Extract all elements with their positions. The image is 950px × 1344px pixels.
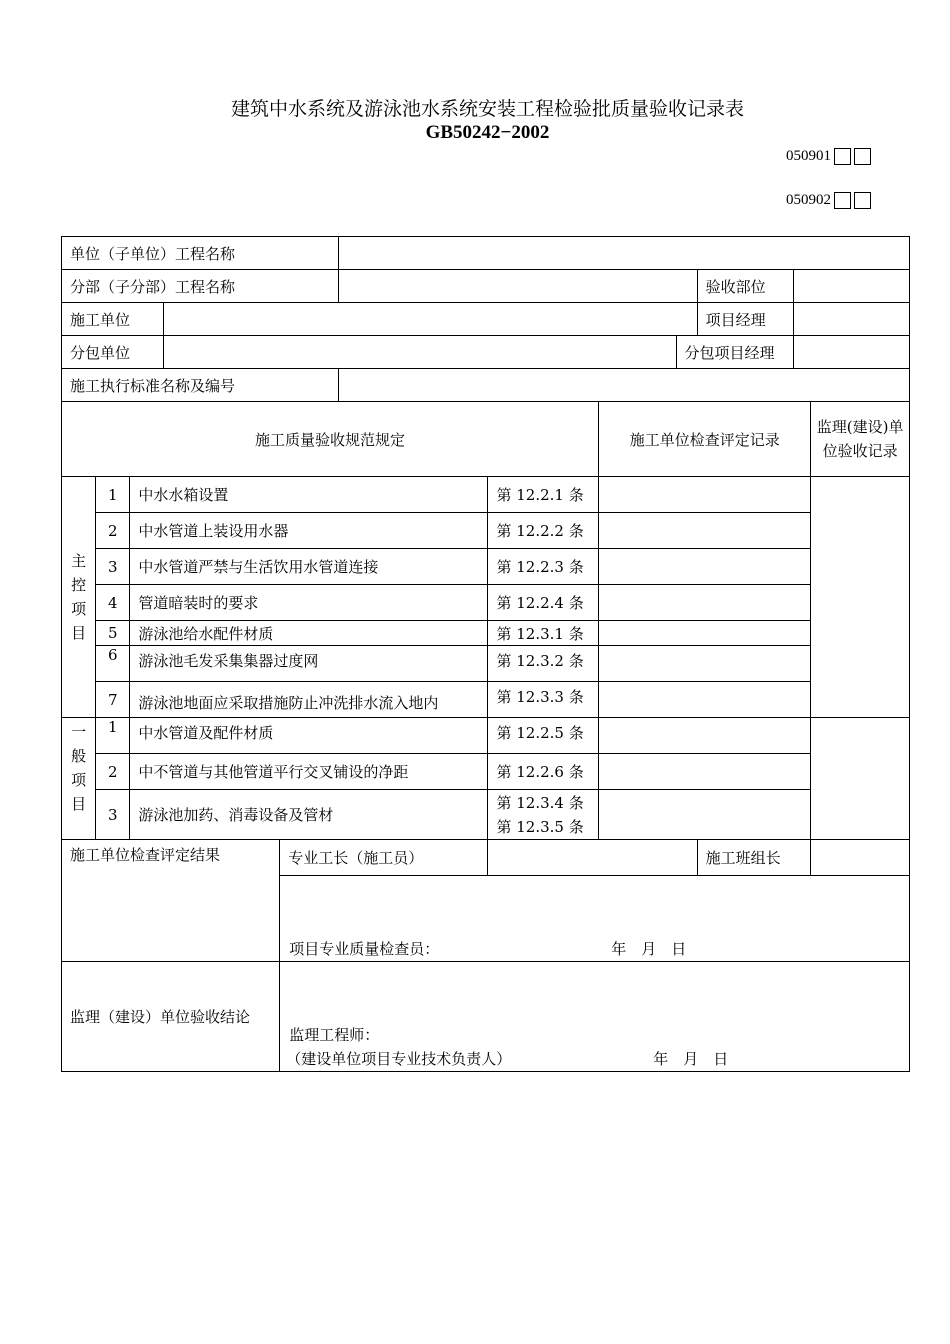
date-label: 年 月 日 [611,940,687,958]
record-cell[interactable] [599,790,811,840]
item-clause: 第 12.3.3 条 [488,682,599,718]
item-number: 5 [96,621,130,646]
date-label: 年 月 日 [653,1050,729,1068]
item-description: 游泳池给水配件材质 [130,621,488,646]
record-column-header: 施工单位检查评定记录 [599,402,811,477]
item-number: 4 [96,585,130,621]
inspection-form-table [61,236,910,1072]
team-leader-field[interactable] [811,840,910,876]
division-field[interactable] [338,270,697,303]
acceptance-part-label: 验收部位 [697,270,794,303]
item-description: 中水管道及配件材质 [130,718,488,754]
record-cell[interactable] [599,621,811,646]
subcontract-unit-label: 分包单位 [62,336,164,369]
spec-column-header: 施工质量验收规范规定 [62,402,599,477]
item-number: 1 [96,718,130,754]
team-leader-label: 施工班组长 [697,840,811,876]
item-number: 7 [96,682,130,718]
acceptance-part-field[interactable] [794,270,910,303]
item-description: 中水管道上装设用水器 [130,513,488,549]
record-cell[interactable] [599,513,811,549]
item-description: 中水水箱设置 [130,477,488,513]
item-clause: 第 12.2.1 条 [488,477,599,513]
division-label: 分部（子分部）工程名称 [62,270,339,303]
record-cell[interactable] [599,718,811,754]
standard-label: 施工执行标准名称及编号 [62,369,339,402]
item-clause: 第 12.3.2 条 [488,646,599,682]
owner-rep-label: （建设单位项目专业技术负责人） [286,1050,512,1068]
item-clause: 第 12.2.2 条 [488,513,599,549]
item-description: 游泳池毛发采集集器过度网 [130,646,488,682]
record-cell[interactable] [599,585,811,621]
item-number: 1 [96,477,130,513]
construction-unit-field[interactable] [163,303,697,336]
item-clause: 第 12.2.5 条 [488,718,599,754]
supervision-cell[interactable] [811,477,910,718]
record-cell[interactable] [599,477,811,513]
form-code-050902 [786,192,871,209]
clause-line: 第 12.3.5 条 [496,817,584,836]
form-title: 建筑中水系统及游泳池水系统安装工程检验批质量验收记录表 [230,98,744,120]
item-clause: 第 12.2.6 条 [488,754,599,790]
checkbox[interactable] [834,192,851,209]
checkbox[interactable] [834,148,851,165]
item-number: 2 [96,754,130,790]
record-cell[interactable] [599,754,811,790]
engineer-label: 监理工程师： [289,1026,380,1044]
project-manager-field[interactable] [794,303,910,336]
supervision-column-header: 监理(建设)单位验收记录 [811,402,910,477]
subcontract-manager-field[interactable] [794,336,910,369]
general-items-label: 一般项目 [62,718,96,840]
item-number: 6 [96,646,130,682]
supervision-conclusion-label: 监理（建设）单位验收结论 [62,962,280,1072]
subcontract-unit-field[interactable] [163,336,676,369]
inspector-label: 项目专业质量检查员： [289,940,440,958]
item-number: 3 [96,790,130,840]
item-description: 游泳池加药、消毒设备及管材 [130,790,488,840]
foreman-field[interactable] [488,840,697,876]
form-code-text: 050901 [786,148,831,164]
checkbox[interactable] [854,192,871,209]
item-description: 管道暗装时的要求 [130,585,488,621]
item-description: 中不管道与其他管道平行交叉铺设的净距 [130,754,488,790]
item-clause: 第 12.2.4 条 [488,585,599,621]
project-manager-label: 项目经理 [697,303,794,336]
subcontract-manager-label: 分包项目经理 [676,336,794,369]
standard-field[interactable] [338,369,909,402]
checkbox[interactable] [854,148,871,165]
unit-project-field[interactable] [338,237,909,270]
item-number: 3 [96,549,130,585]
item-clause [488,790,599,840]
supervision-signature-area[interactable] [280,962,910,1072]
item-description: 游泳池地面应采取措施防止冲洗排水流入地内 [130,682,488,718]
item-clause: 第 12.3.1 条 [488,621,599,646]
foreman-label: 专业工长（施工员） [280,840,488,876]
clause-line: 第 12.3.4 条 [496,793,584,812]
item-clause: 第 12.2.3 条 [488,549,599,585]
record-cell[interactable] [599,682,811,718]
form-code-text: 050902 [786,192,831,208]
item-description: 中水管道严禁与生活饮用水管道连接 [130,549,488,585]
supervision-cell[interactable] [811,718,910,840]
form-code-050901 [786,148,871,165]
unit-project-label: 单位（子单位）工程名称 [62,237,339,270]
construction-unit-label: 施工单位 [62,303,164,336]
record-cell[interactable] [599,646,811,682]
main-items-label: 主控项目 [62,477,96,718]
item-number: 2 [96,513,130,549]
record-cell[interactable] [599,549,811,585]
check-result-label: 施工单位检查评定结果 [62,840,280,962]
standard-code: GB50242−2002 [425,122,550,143]
inspector-signature-area[interactable] [280,876,910,962]
